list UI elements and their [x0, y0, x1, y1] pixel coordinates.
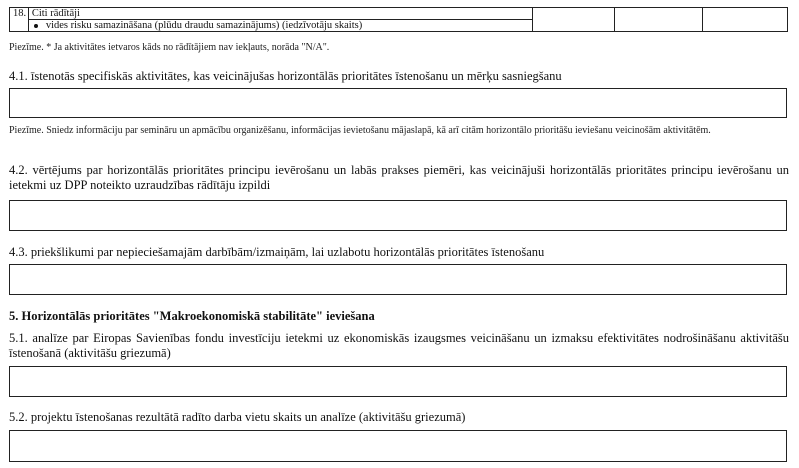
value-cell-3[interactable] — [703, 8, 788, 32]
section-4-2-answer-box[interactable] — [9, 200, 787, 231]
row-number-cell — [10, 8, 29, 32]
note-info: Piezīme. Sniedz informāciju par semināru un apmācību organizēšanu, informācijas ievietošanu mājaslapā, kā arī citām horizontālo prioritāšu ieviešanu veicinošām aktivitātēm. — [9, 125, 711, 136]
row-number: 18. — [13, 8, 27, 19]
table-row — [10, 8, 788, 20]
section-5-1-answer-box[interactable] — [9, 366, 787, 397]
bullet-icon — [34, 24, 38, 28]
section-4-1-title: 4.1. īstenotās specifiskās aktivitātes, kas veicinājušas horizontālās prioritātes īstenošanu un mērķu sasniegšanu — [9, 69, 562, 83]
section-5-title: 5. Horizontālās prioritātes "Makroekonomiskā stabilitāte" ieviešana — [9, 309, 375, 323]
section-4-1-answer-box[interactable] — [9, 88, 787, 118]
bullet-text: vides risku samazināšana (plūdu draudu samazinājums) (iedzīvotāju skaits) — [45, 20, 363, 31]
section-5-1-title: 5.1. analīze par Eiropas Savienības fondu investīciju ietekmi uz ekonomiskās izaugsmes veicināšanu un izmaksu efektivitātes nodrošināšanu aktivitāšu īstenošanā (aktivitāšu griezumā) — [9, 331, 789, 360]
section-4-3-answer-box[interactable] — [9, 264, 787, 295]
value-cell-1[interactable] — [532, 8, 615, 32]
row-label-cell — [28, 8, 532, 20]
section-5-2-answer-box[interactable] — [9, 430, 787, 462]
row-label: Citi rādītāji — [31, 8, 80, 19]
note-na: Piezīme. * Ja aktivitātes ietvaros kāds no rādītājiem nav iekļauts, norāda "N/A". — [9, 42, 330, 53]
indicators-table — [9, 7, 788, 32]
list-item — [32, 20, 529, 31]
bullet-cell — [28, 20, 532, 32]
value-cell-2[interactable] — [615, 8, 703, 32]
section-4-3-title: 4.3. priekšlikumi par nepieciešamajām darbībām/izmaiņām, lai uzlabotu horizontālās prioritātes īstenošanu — [9, 245, 545, 259]
section-4-2-title: 4.2. vērtējums par horizontālās prioritātes principu ievērošanu un labās prakses piemēri, kas veicinājuši horizontālās prioritātes principu ievērošanu un ietekmi uz DPP noteikto uzraudzības rādītāju izpildi — [9, 163, 789, 192]
section-5-2-title: 5.2. projektu īstenošanas rezultātā radīto darba vietu skaits un analīze (aktivitāšu griezumā) — [9, 410, 466, 424]
